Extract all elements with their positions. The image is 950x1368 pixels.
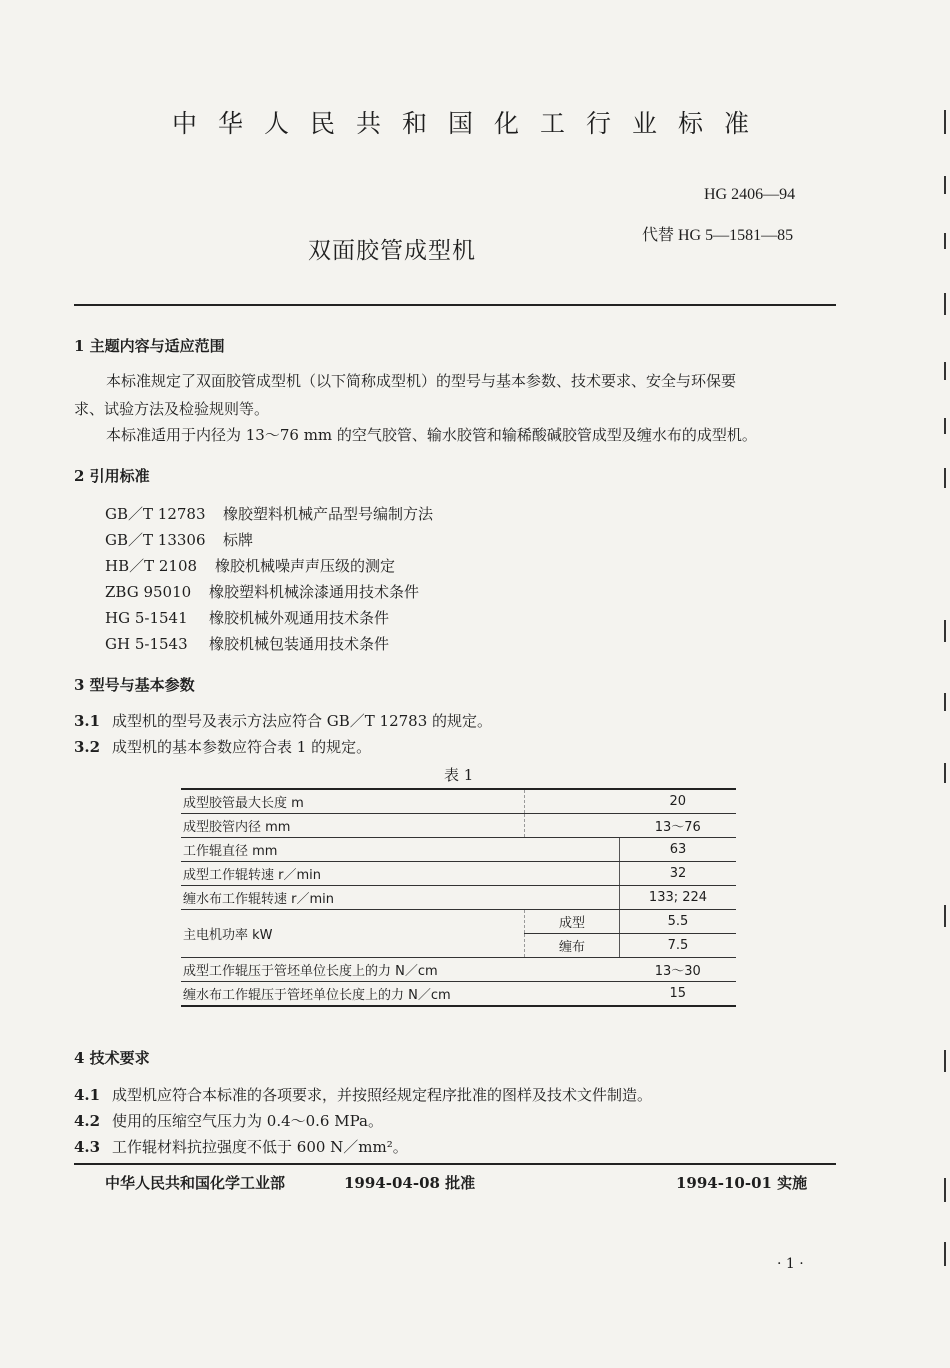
- section-1-paragraph-2: 本标准适用于内径为 13～76 mm 的空气胶管、输水胶管和输稀酸碱胶管成型及缠水布的成型机。: [106, 426, 757, 444]
- replaces-code: 代替 HG 5—1581—85: [642, 227, 794, 244]
- table-cell-value: 5.5: [620, 910, 737, 934]
- approval-date: 1994-04-08 批准: [344, 1174, 476, 1192]
- reference-code: HG 5-1541: [105, 609, 188, 627]
- clause-number: 4.1: [74, 1086, 101, 1104]
- reference-title: 橡胶机械包装通用技术条件: [209, 635, 390, 653]
- table-cell-value: 32: [620, 862, 737, 886]
- table-row: [181, 886, 736, 910]
- table-cell-label: 成型胶管最大长度 m: [181, 789, 525, 814]
- section-4-heading: 4 技术要求: [74, 1049, 150, 1067]
- standard-title: 中华人民共和国化工行业标准: [172, 109, 771, 138]
- section-3-heading: 3 型号与基本参数: [74, 676, 195, 694]
- table-cell-label: 成型胶管内径 mm: [181, 814, 525, 838]
- table-cell-value: 13～76: [620, 814, 737, 838]
- table-cell-sublabel: 成型: [525, 910, 620, 934]
- table-row: [181, 814, 736, 838]
- reference-code: HB／T 2108: [105, 557, 198, 575]
- clause-text: 使用的压缩空气压力为 0.4～0.6 MPa。: [112, 1112, 383, 1130]
- reference-code: GH 5-1543: [105, 635, 188, 653]
- scan-edge-mark: [944, 763, 946, 783]
- reference-code: ZBG 95010: [105, 583, 192, 601]
- reference-item: [105, 581, 419, 602]
- clause-3-2: [74, 736, 371, 757]
- table-cell-label: 主电机功率 kW: [181, 910, 525, 958]
- scan-edge-mark: [944, 620, 946, 642]
- parameters-table: [181, 788, 736, 1007]
- scan-edge-mark: [944, 418, 946, 434]
- scan-edge-mark: [944, 110, 946, 134]
- section-2-heading: 2 引用标准: [74, 467, 150, 485]
- table-cell-empty: [525, 814, 620, 838]
- reference-title: 橡胶塑料机械涂漆通用技术条件: [209, 583, 420, 601]
- reference-title: 橡胶机械噪声声压级的测定: [215, 557, 396, 575]
- table-cell-value: 20: [620, 789, 737, 814]
- clause-4-1: [74, 1084, 652, 1105]
- reference-item: [105, 607, 389, 628]
- reference-code: GB／T 13306: [105, 531, 206, 549]
- table-cell-value: 15: [620, 982, 737, 1007]
- page-number: · 1 ·: [777, 1256, 804, 1272]
- clause-4-3: [74, 1136, 408, 1157]
- table-cell-value: 7.5: [620, 934, 737, 958]
- scan-edge-mark: [944, 468, 946, 488]
- table-cell-value: 13～30: [620, 958, 737, 982]
- header-rule: [74, 304, 836, 306]
- reference-title: 橡胶机械外观通用技术条件: [209, 609, 390, 627]
- reference-title: 标牌: [223, 531, 254, 549]
- table-cell-label: 成型工作辊转速 r／min: [181, 862, 620, 886]
- table-row: [181, 982, 736, 1007]
- table-cell-value: 133; 224: [620, 886, 737, 910]
- scan-edge-mark: [944, 293, 946, 315]
- reference-item: [105, 503, 433, 524]
- table-row: [181, 838, 736, 862]
- table-row: [181, 958, 736, 982]
- scan-edge-mark: [944, 905, 946, 927]
- table-cell-label: 工作辊直径 mm: [181, 838, 620, 862]
- clause-4-2: [74, 1110, 383, 1131]
- scan-edge-mark: [944, 693, 946, 711]
- table-row: [181, 910, 736, 934]
- clause-3-1: [74, 710, 492, 731]
- table-cell-sublabel: 缠布: [525, 934, 620, 958]
- table-cell-empty: [525, 789, 620, 814]
- implementation-date: 1994-10-01 实施: [676, 1174, 808, 1192]
- scan-edge-mark: [944, 1050, 946, 1072]
- table-cell-label: 缠水布工作辊压于管坯单位长度上的力 N／cm: [181, 982, 620, 1007]
- doc-code: HG 2406—94: [704, 186, 796, 203]
- clause-text: 成型机应符合本标准的各项要求，并按照经规定程序批准的图样及技术文件制造。: [112, 1086, 653, 1104]
- clause-text: 成型机的基本参数应符合表 1 的规定。: [112, 738, 372, 756]
- footer-rule: [74, 1163, 836, 1165]
- reference-item: [105, 529, 253, 550]
- table-caption: 表 1: [444, 766, 474, 784]
- table-row: [181, 789, 736, 814]
- table-row: [181, 862, 736, 886]
- reference-title: 橡胶塑料机械产品型号编制方法: [223, 505, 434, 523]
- section-1-heading: 1 主题内容与适应范围: [74, 337, 225, 355]
- scan-edge-mark: [944, 1178, 946, 1202]
- clause-number: 3.2: [74, 738, 101, 756]
- doc-title: 双面胶管成型机: [308, 238, 476, 264]
- table-cell-label: 成型工作辊压于管坯单位长度上的力 N／cm: [181, 958, 620, 982]
- table-cell-value: 63: [620, 838, 737, 862]
- table-cell-label: 缠水布工作辊转速 r／min: [181, 886, 620, 910]
- section-1-paragraph-1-cont: 求、试验方法及检验规则等。: [74, 400, 270, 418]
- reference-item: [105, 555, 395, 576]
- section-1-paragraph-1: 本标准规定了双面胶管成型机（以下简称成型机）的型号与基本参数、技术要求、安全与环保要: [106, 372, 737, 390]
- clause-text: 工作辊材料抗拉强度不低于 600 N／mm²。: [112, 1138, 408, 1156]
- clause-number: 4.2: [74, 1112, 101, 1130]
- issuer: 中华人民共和国化学工业部: [105, 1174, 286, 1192]
- reference-code: GB／T 12783: [105, 505, 206, 523]
- scan-edge-mark: [944, 233, 946, 249]
- scan-edge-mark: [944, 176, 946, 194]
- clause-number: 3.1: [74, 712, 101, 730]
- clause-number: 4.3: [74, 1138, 101, 1156]
- clause-text: 成型机的型号及表示方法应符合 GB／T 12783 的规定。: [112, 712, 493, 730]
- reference-item: [105, 633, 389, 654]
- scan-edge-mark: [944, 1242, 946, 1266]
- scan-edge-mark: [944, 362, 946, 380]
